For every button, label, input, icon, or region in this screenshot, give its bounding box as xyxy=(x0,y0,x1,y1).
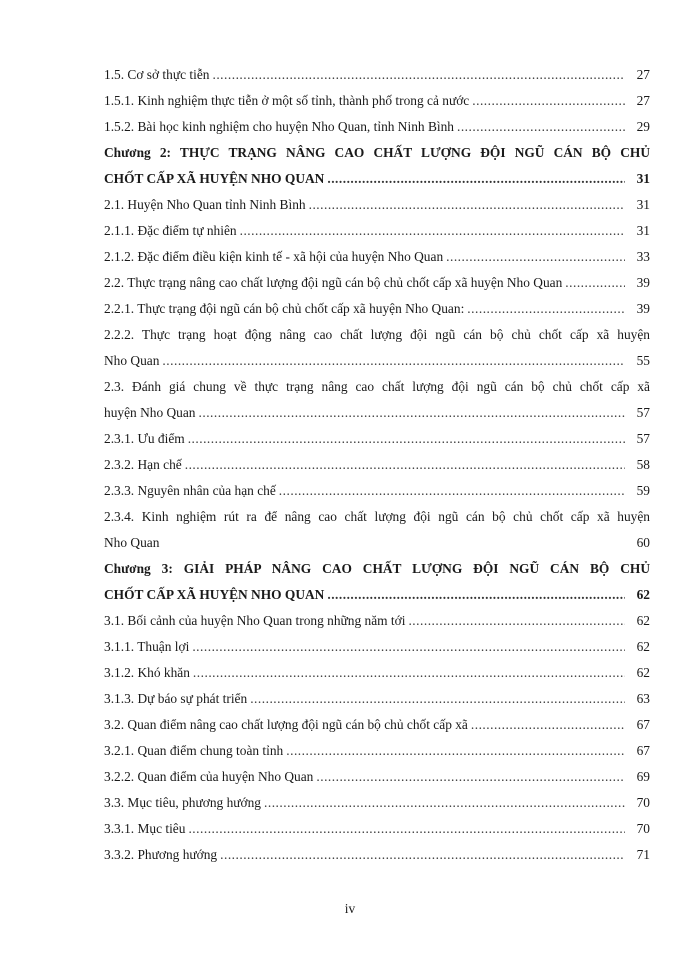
dot-leader xyxy=(309,192,625,218)
toc-entry[interactable]: 1.5.1. Kinh nghiệm thực tiễn ở một số tỉnh, thành phố trong cả nước ..... 27 xyxy=(104,88,650,114)
toc-entry-line1[interactable]: 2.2.2. Thực trạng hoạt động nâng cao chất lượng đội ngũ cán bộ chủ chốt cấp xã huyện xyxy=(104,327,650,342)
toc-entry[interactable]: 3.3. Mục tiêu, phương hướng ..... 70 xyxy=(104,790,650,816)
dot-leader xyxy=(446,244,625,270)
toc-entry[interactable]: 3.1.1. Thuận lợi ..... 62 xyxy=(104,634,650,660)
toc-entry[interactable]: huyện Nho Quan ..... 57 xyxy=(104,400,650,426)
dot-leader xyxy=(188,816,625,842)
toc-entry[interactable]: 2.3.1. Ưu điểm ..... 57 xyxy=(104,426,650,452)
dot-leader xyxy=(472,88,625,114)
dot-leader xyxy=(185,452,625,478)
toc-entry[interactable]: 1.5.2. Bài học kinh nghiệm cho huyện Nho Quan, tỉnh Ninh Bình ..... 29 xyxy=(104,114,650,140)
dot-leader xyxy=(162,348,625,374)
dot-leader xyxy=(264,790,625,816)
chapter-3-heading-end[interactable]: CHỐT CẤP XÃ HUYỆN NHO QUAN ..... 62 xyxy=(104,582,650,608)
dot-leader xyxy=(286,738,625,764)
toc-entry[interactable]: 3.2.1. Quan điểm chung toàn tỉnh ..... 67 xyxy=(104,738,650,764)
dot-leader xyxy=(193,660,625,686)
toc-entry[interactable]: 2.3.3. Nguyên nhân của hạn chế ..... 59 xyxy=(104,478,650,504)
toc-entry[interactable]: 2.1. Huyện Nho Quan tỉnh Ninh Bình ..... 31 xyxy=(104,192,650,218)
dot-leader xyxy=(279,478,625,504)
toc-entry[interactable]: 3.1.3. Dự báo sự phát triển ..... 63 xyxy=(104,686,650,712)
dot-leader xyxy=(471,712,625,738)
dot-leader xyxy=(188,426,625,452)
toc-entry[interactable]: 3.3.2. Phương hướng ..... 71 xyxy=(104,842,650,868)
toc-entry[interactable]: 2.2.1. Thực trạng đội ngũ cán bộ chủ chốt cấp xã huyện Nho Quan: ..... 39 xyxy=(104,296,650,322)
toc-entry[interactable]: 2.3.2. Hạn chế ..... 58 xyxy=(104,452,650,478)
toc-entry[interactable]: Nho Quan ..... 55 xyxy=(104,348,650,374)
toc-entry[interactable]: 3.3.1. Mục tiêu ..... 70 xyxy=(104,816,650,842)
toc-entry-line1[interactable]: 2.3.4. Kinh nghiệm rút ra để nâng cao chất lượng đội ngũ cán bộ chủ chốt cấp xã huyện xyxy=(104,509,650,524)
toc-entry[interactable]: 2.1.2. Đặc điểm điều kiện kinh tế - xã hội của huyện Nho Quan ..... 33 xyxy=(104,244,650,270)
toc-entry[interactable]: 3.1.2. Khó khăn ..... 62 xyxy=(104,660,650,686)
toc-entry[interactable]: Nho Quan 60 xyxy=(104,535,650,550)
dot-leader xyxy=(467,296,625,322)
dot-leader xyxy=(327,582,625,608)
chapter-2-heading-end[interactable]: CHỐT CẤP XÃ HUYỆN NHO QUAN ..... 31 xyxy=(104,166,650,192)
dot-leader xyxy=(220,842,625,868)
dot-leader xyxy=(240,218,625,244)
chapter-3-heading[interactable]: Chương 3: GIẢI PHÁP NÂNG CAO CHẤT LƯỢNG ĐỘI NGŨ CÁN BỘ CHỦ xyxy=(104,561,650,576)
toc-entry[interactable]: 3.1. Bối cảnh của huyện Nho Quan trong những năm tới ..... 62 xyxy=(104,608,650,634)
table-of-contents xyxy=(104,62,650,868)
dot-leader xyxy=(457,114,625,140)
chapter-2-heading[interactable]: Chương 2: THỰC TRẠNG NÂNG CAO CHẤT LƯỢNG ĐỘI NGŨ CÁN BỘ CHỦ xyxy=(104,145,650,160)
toc-entry[interactable]: 1.5. Cơ sở thực tiễn ..... 27 xyxy=(104,62,650,88)
dot-leader xyxy=(565,270,625,296)
toc-entry[interactable]: 3.2.2. Quan điểm của huyện Nho Quan ..... 69 xyxy=(104,764,650,790)
dot-leader xyxy=(327,166,625,192)
dot-leader xyxy=(408,608,625,634)
toc-entry-line1[interactable]: 2.3. Đánh giá chung về thực trạng nâng cao chất lượng đội ngũ cán bộ chủ chốt cấp xã xyxy=(104,379,650,394)
dot-leader xyxy=(212,62,625,88)
toc-entry[interactable]: 2.1.1. Đặc điểm tự nhiên ..... 31 xyxy=(104,218,650,244)
dot-leader xyxy=(250,686,625,712)
dot-leader xyxy=(192,634,625,660)
toc-entry[interactable]: 2.2. Thực trạng nâng cao chất lượng đội ngũ cán bộ chủ chốt cấp xã huyện Nho Quan ..... 39 xyxy=(104,270,650,296)
page-number: iv xyxy=(344,901,356,916)
dot-leader xyxy=(199,400,626,426)
dot-leader xyxy=(316,764,625,790)
toc-entry[interactable]: 3.2. Quan điểm nâng cao chất lượng đội ngũ cán bộ chủ chốt cấp xã ..... 67 xyxy=(104,712,650,738)
